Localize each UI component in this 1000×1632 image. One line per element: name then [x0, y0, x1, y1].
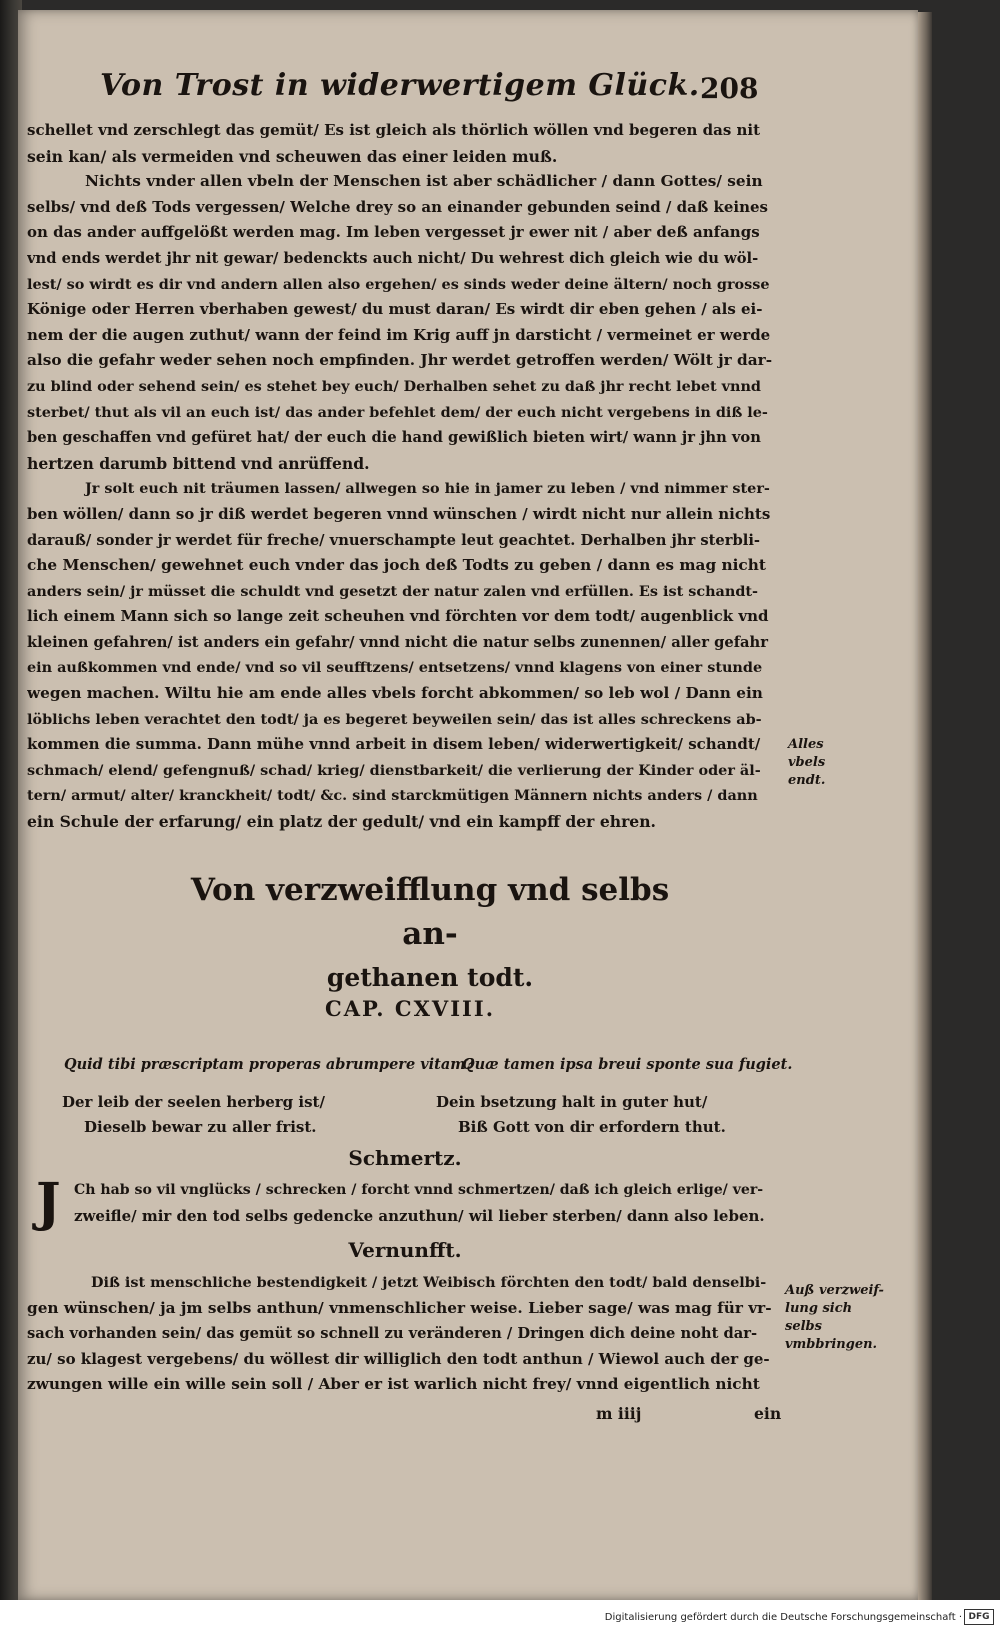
text-line: ein außkommen vnd ende/ vnd so vil seufftzens/ entsetzens/ vnnd klagens von einer stunde — [27, 659, 763, 677]
catchword: ein — [754, 1404, 782, 1423]
verse-line: Der leib der seelen herberg ist/ — [62, 1093, 325, 1111]
vernunfft-text — [27, 1270, 772, 1398]
text-line: schellet vnd zerschlegt das gemüt/ Es ist gleich als thörlich wöllen vnd begeren das nit — [27, 121, 761, 139]
initial-letter: J — [36, 1172, 61, 1233]
chapter-title-line-2: gethanen todt. — [326, 963, 534, 992]
text-line: sterbet/ thut als vil an euch ist/ das ander befehlet dem/ der euch nicht vergebens in diß le- — [27, 403, 768, 421]
text-line: zu blind oder sehend sein/ es stehet bey euch/ Derhalben sehet zu daß jhr recht lebet vnnd — [27, 377, 761, 395]
latin-epigraph-1: Quid tibi præscriptam properas abrumpere vitam? — [64, 1056, 475, 1073]
verse-left — [62, 1090, 325, 1140]
text-line: löblichs leben verachtet den todt/ ja es begeret beyweilen sein/ das ist alles schreckens ab- — [27, 710, 762, 728]
text-line: also die gefahr weder sehen noch empfinden. Jhr werdet getroffen werden/ Wölt jr dar- — [27, 351, 772, 370]
speaker-heading-schmertz: Schmertz. — [348, 1146, 462, 1170]
text-line: sein kan/ als vermeiden vnd scheuwen das einer leiden muß. — [27, 146, 558, 166]
chapter-title-line-1: Von verzweifflung vnd selbs an- — [190, 872, 670, 952]
text-line: sach vorhanden sein/ das gemüt so schnell zu veränderen / Dringen dich deine noht dar- — [27, 1325, 758, 1343]
chapter-title — [160, 868, 700, 1000]
verse-line: Biß Gott von dir erfordern thut. — [458, 1118, 726, 1136]
text-line: zwungen wille ein wille sein soll / Aber er ist warlich nicht frey/ vnnd eigentlich nicht — [27, 1375, 760, 1394]
text-line: hertzen darumb bittend vnd anrüffend. — [27, 453, 370, 473]
speaker-heading-vernunfft: Vernunfft. — [348, 1238, 462, 1262]
page-number: 208 — [700, 72, 759, 105]
verse-right — [436, 1090, 726, 1140]
marginal-note: Auß verzweif-lung sich selbs vmbbringen. — [785, 1283, 884, 1352]
verse-line: Dein bsetzung halt in guter hut/ — [436, 1093, 708, 1111]
verse-line: Dieselb bewar zu aller frist. — [84, 1118, 317, 1136]
text-line: kommen die summa. Dann mühe vnnd arbeit in disem leben/ widerwertigkeit/ schandt/ — [27, 735, 761, 754]
text-line: Könige oder Herren vberhaben gewest/ du must daran/ Es wirdt dir eben gehen / als ei- — [27, 300, 763, 319]
text-line: schmach/ elend/ gefengnuß/ schad/ krieg/ dienstbarkeit/ die verlierung der Kinder oder äl- — [27, 761, 761, 779]
text-line: wegen machen. Wiltu hie am ende alles vbels forcht abkommen/ so leb wol / Dann ein — [27, 684, 763, 703]
text-line: Jr solt euch nit träumen lassen/ allwegen so hie in jamer zu leben / vnd nimmer ster- — [85, 480, 770, 498]
text-line: Nichts vnder allen vbeln der Menschen ist aber schädlicher / dann Gottes/ sein — [85, 172, 763, 191]
running-title: Von Trost in widerwertigem Glück. — [100, 68, 700, 103]
text-line: Ch hab so vil vnglücks / schrecken / forcht vnnd schmertzen/ daß ich gleich erlige/ ver- — [74, 1182, 764, 1198]
dfg-logo: DFG — [964, 1609, 994, 1625]
marginal-note: Alles vbels endt. — [788, 737, 826, 788]
text-line: nem der die augen zuthut/ wann der feind im Krig auff jn darsticht / vermeinet er werde — [27, 325, 771, 344]
page-edge — [918, 12, 932, 1600]
text-line: zu/ so klagest vergebens/ du wöllest dir williglich den todt anthun / Wiewol auch der ge- — [27, 1349, 770, 1368]
schmertz-text — [74, 1178, 774, 1229]
latin-epigraph-2: Quæ tamen ipsa breui sponte sua fugiet. — [462, 1056, 793, 1073]
text-line: lich einem Mann sich so lange zeit scheuhen vnd förchten vor dem todt/ augenblick vnd — [27, 607, 769, 626]
text-line: che Menschen/ gewehnet euch vnder das joch deß Todts zu geben / dann es mag nicht — [27, 556, 766, 575]
text-line: kleinen gefahren/ ist anders ein gefahr/ vnnd nicht die natur selbs zunennen/ aller gefahr — [27, 633, 768, 651]
text-line: vnd ends werdet jhr nit gewar/ bedenckts auch nicht/ Du wehrest dich gleich wie du wöl- — [27, 249, 759, 267]
text-line: ein Schule der erfarung/ ein platz der gedult/ vnd ein kampff der ehren. — [27, 812, 656, 832]
text-line: selbs/ vnd deß Tods vergessen/ Welche drey so an einander gebunden seind / daß keines — [27, 197, 768, 216]
text-line: anders sein/ jr müsset die schuldt vnd gesetzt der natur zalen vnd erfüllen. Es ist schandt- — [27, 582, 759, 600]
text-line: tern/ armut/ alter/ kranckheit/ todt/ &c. sind starckmütigen Männern nichts anders / dann — [27, 787, 758, 805]
text-line: Diß ist menschliche bestendigkeit / jetzt Weibisch förchten den todt/ bald denselbi- — [91, 1274, 767, 1291]
text-line: lest/ so wirdt es dir vnd andern allen also ergehen/ es sinds weder deine ältern/ noch grosse — [27, 275, 770, 293]
main-text-block — [27, 118, 772, 835]
funding-credit: Digitalisierung gefördert durch die Deutsche Forschungsgemeinschaft · — [604, 1612, 962, 1623]
text-line: ben wöllen/ dann so jr diß werdet begeren vnnd wünschen / wirdt nicht nur allein nichts — [27, 504, 771, 523]
chapter-number: CAP. CXVIII. — [324, 996, 496, 1021]
signature-mark: m iiij — [596, 1404, 642, 1423]
text-line: ben geschaffen vnd gefüret hat/ der euch die hand gewißlich bieten wirt/ wann jr jhn von — [27, 429, 761, 447]
text-line: zweifle/ mir den tod selbs gedencke anzuthun/ wil lieber sterben/ dann also leben. — [74, 1206, 765, 1225]
text-line: on das ander auffgelößt werden mag. Im leben vergesset jr ewer nit / aber deß anfangs — [27, 223, 760, 242]
text-line: darauß/ sonder jr werdet für freche/ vnuerschampte leut geachtet. Derhalben jhr sterbli- — [27, 531, 760, 549]
text-line: gen wünschen/ ja jm selbs anthun/ vnmenschlicher weise. Lieber sage/ was mag für vr- — [27, 1298, 772, 1317]
